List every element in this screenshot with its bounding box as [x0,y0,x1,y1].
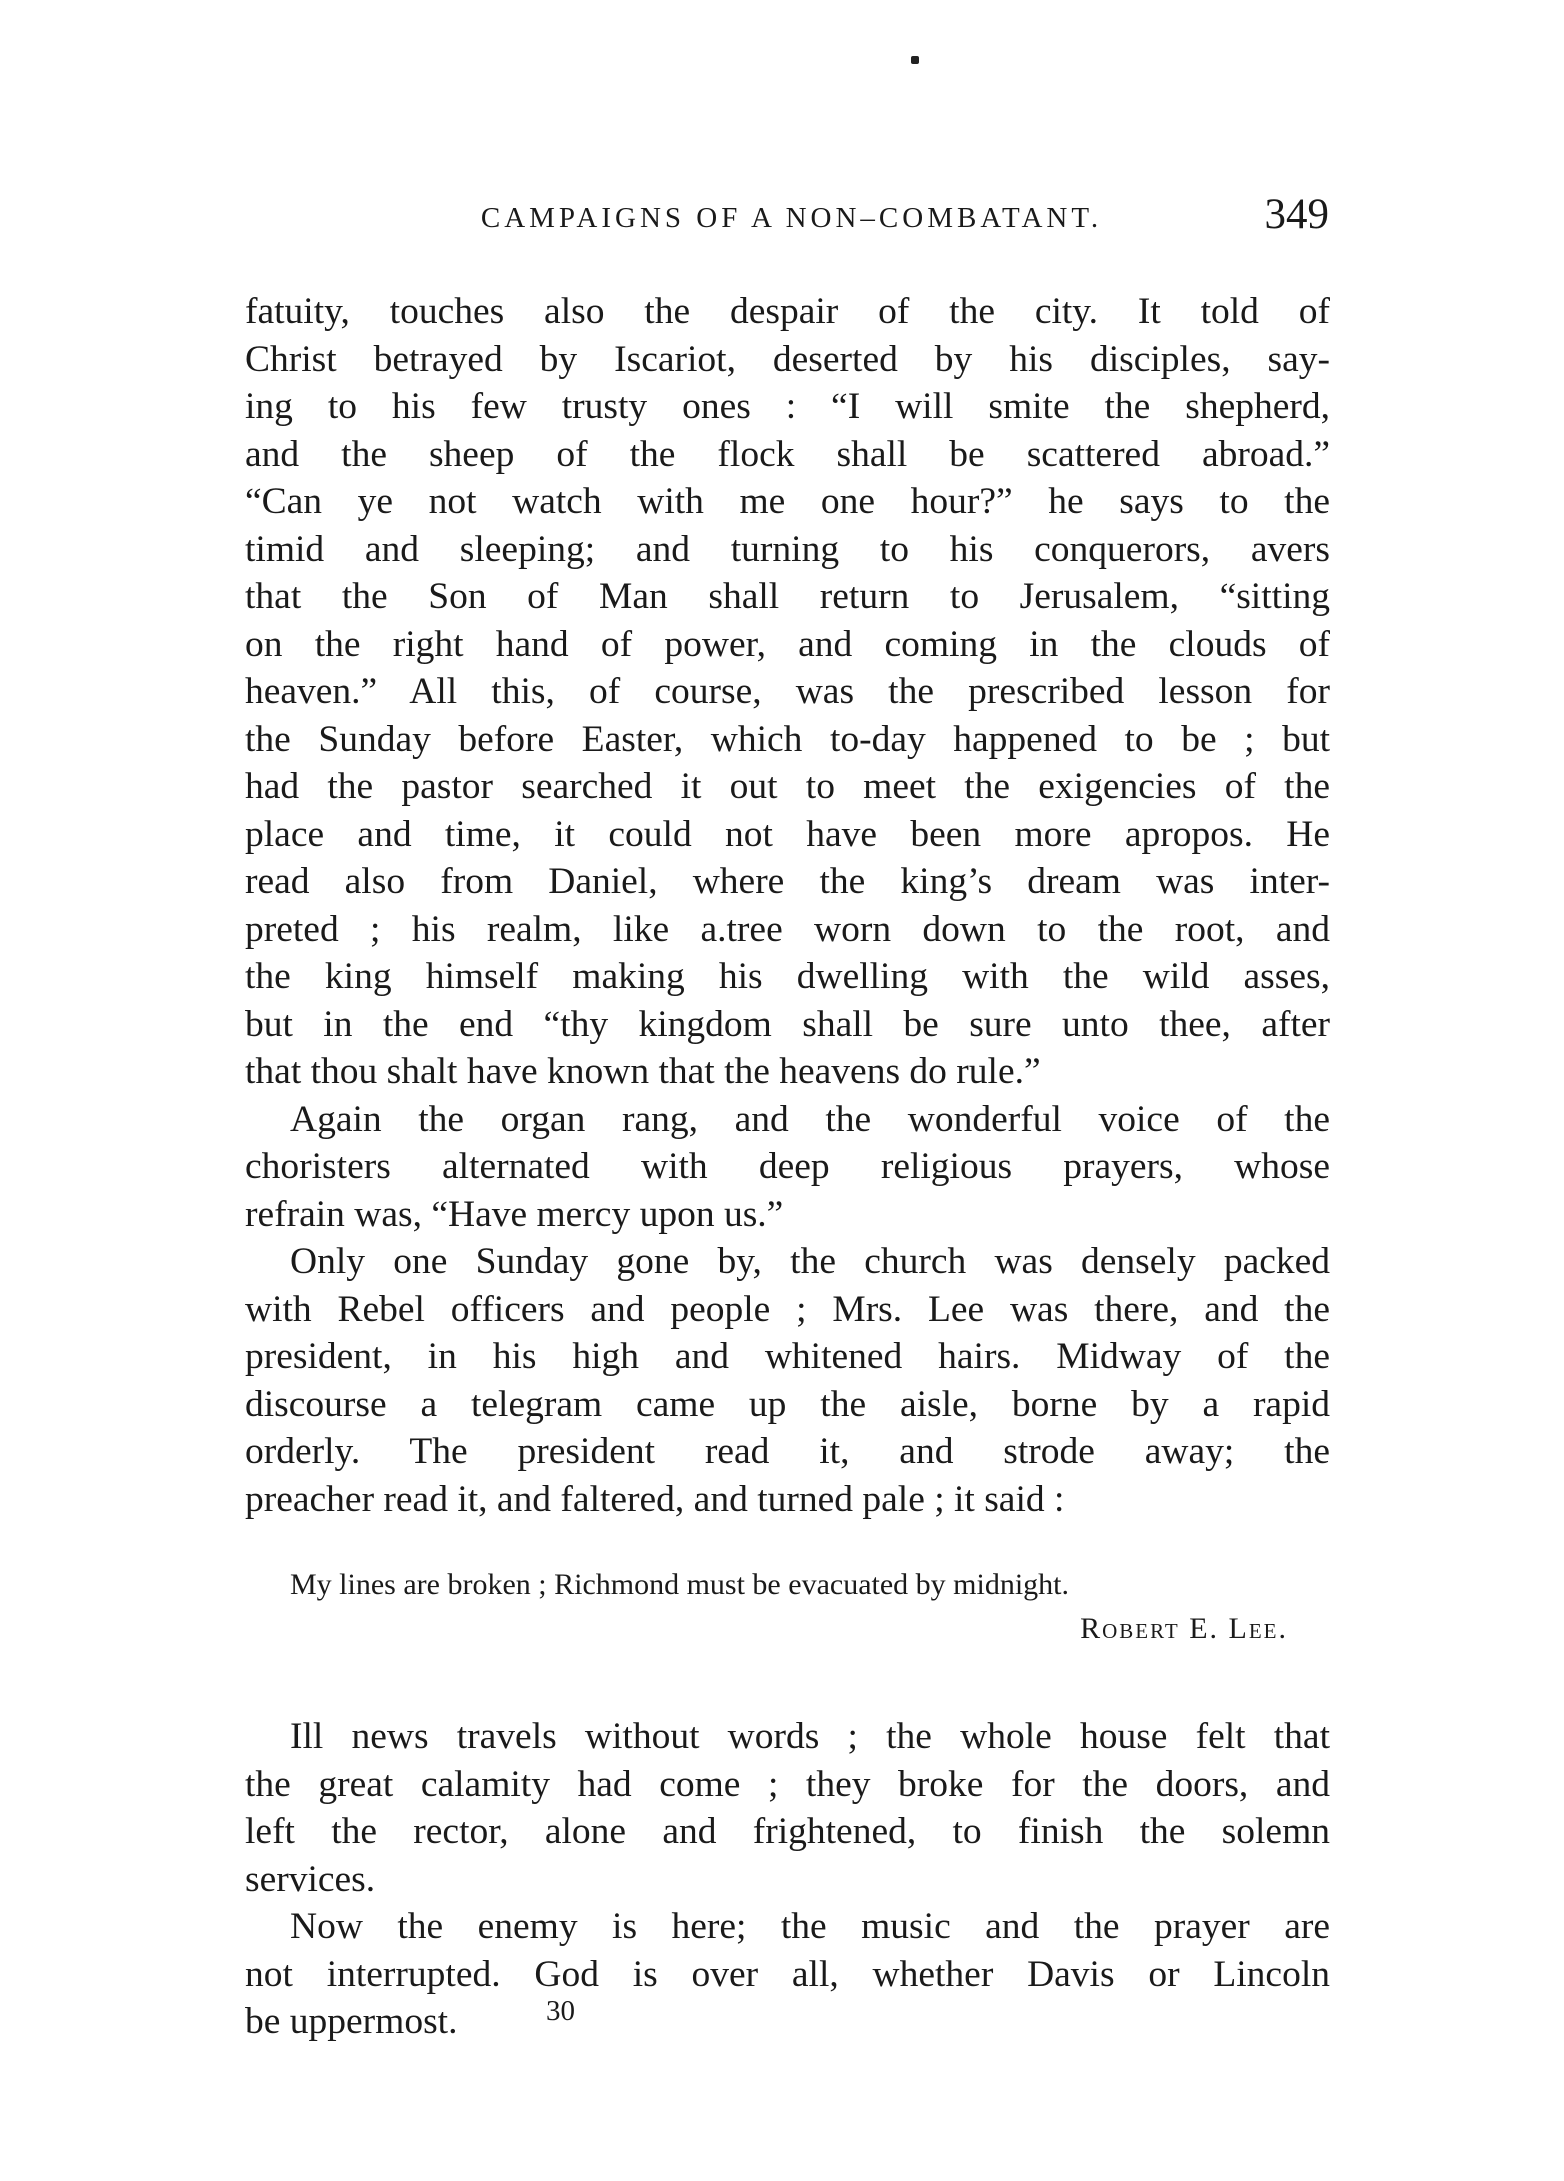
text-line: but in the end “thy kingdom shall be sure unto thee, after [245,1003,1330,1045]
text-line: choristers alternated with deep religious prayers, whose [245,1146,1330,1187]
text-line: that thou shalt have known that the heavens do rule.” [245,1051,1041,1092]
page-number: 349 [1264,191,1329,238]
text-line: place and time, it could not have been more apropos. He [245,813,1330,855]
paragraph [245,1903,1330,2046]
paragraph [245,1713,1330,1903]
text-line: not interrupted. God is over all, whether Davis or Lincoln [245,1953,1330,1995]
paragraph [245,1096,1330,1239]
text-line: Only one Sunday gone by, the church was densely packed [290,1241,1330,1282]
ink-speck [911,56,919,64]
text-line: ing to his few trusty ones : “I will smite the shepherd, [245,386,1330,427]
text-line: the king himself making his dwelling with the wild asses, [245,956,1330,997]
telegram-quote [245,1563,1330,1651]
signature-mark: 30 [546,1995,575,2027]
text-line: discourse a telegram came up the aisle, borne by a rapid [245,1383,1330,1425]
text-line: had the pastor searched it out to meet the exigencies of the [245,766,1330,807]
text-line: be uppermost. [245,2001,458,2042]
text-line: services. [245,1858,376,1900]
text-line: refrain was, “Have mercy upon us.” [245,1193,784,1235]
text-line: orderly. The president read it, and strode away; the [245,1431,1330,1472]
text-line: preacher read it, and faltered, and turned pale ; it said : [245,1478,1065,1520]
text-line: that the Son of Man shall return to Jerusalem, “sitting [245,576,1330,617]
text-line: Christ betrayed by Iscariot, deserted by his disciples, say- [245,338,1330,380]
text-line: the great calamity had come ; they broke for the doors, and [245,1763,1330,1805]
text-line: the Sunday before Easter, which to-day happened to be ; but [245,718,1330,760]
body-text [245,288,1330,2046]
text-line: with Rebel officers and people ; Mrs. Lee was there, and the [245,1288,1330,1330]
text-line: timid and sleeping; and turning to his conquerors, avers [245,528,1330,570]
text-line: Now the enemy is here; the music and the prayer are [290,1906,1330,1947]
text-line: on the right hand of power, and coming in the clouds of [245,623,1330,665]
text-line: read also from Daniel, where the king’s dream was inter- [245,861,1330,902]
text-line: fatuity, touches also the despair of the city. It told of [245,291,1330,332]
running-head [254,190,1329,250]
telegram-text: My lines are broken ; Richmond must be evacuated by midnight. [290,1568,1070,1601]
paragraph [245,1238,1330,1523]
text-line: preted ; his realm, like a.tree worn down to the root, and [245,908,1330,950]
text-line: Again the organ rang, and the wonderful voice of the [290,1098,1330,1140]
text-line: left the rector, alone and frightened, to finish the solemn [245,1811,1330,1852]
paragraph [245,288,1330,1096]
text-line: and the sheep of the flock shall be scattered abroad.” [245,433,1330,475]
text-line: Ill news travels without words ; the whole house felt that [290,1716,1330,1757]
text-line: heaven.” All this, of course, was the prescribed lesson for [245,671,1330,712]
text-line: “Can ye not watch with me one hour?” he says to the [245,481,1330,522]
telegram-signature: Robert E. Lee. [1080,1612,1288,1645]
text-line: president, in his high and whitened hairs. Midway of the [245,1336,1330,1377]
running-title: CAMPAIGNS OF A NON–COMBATANT. [480,202,1103,234]
